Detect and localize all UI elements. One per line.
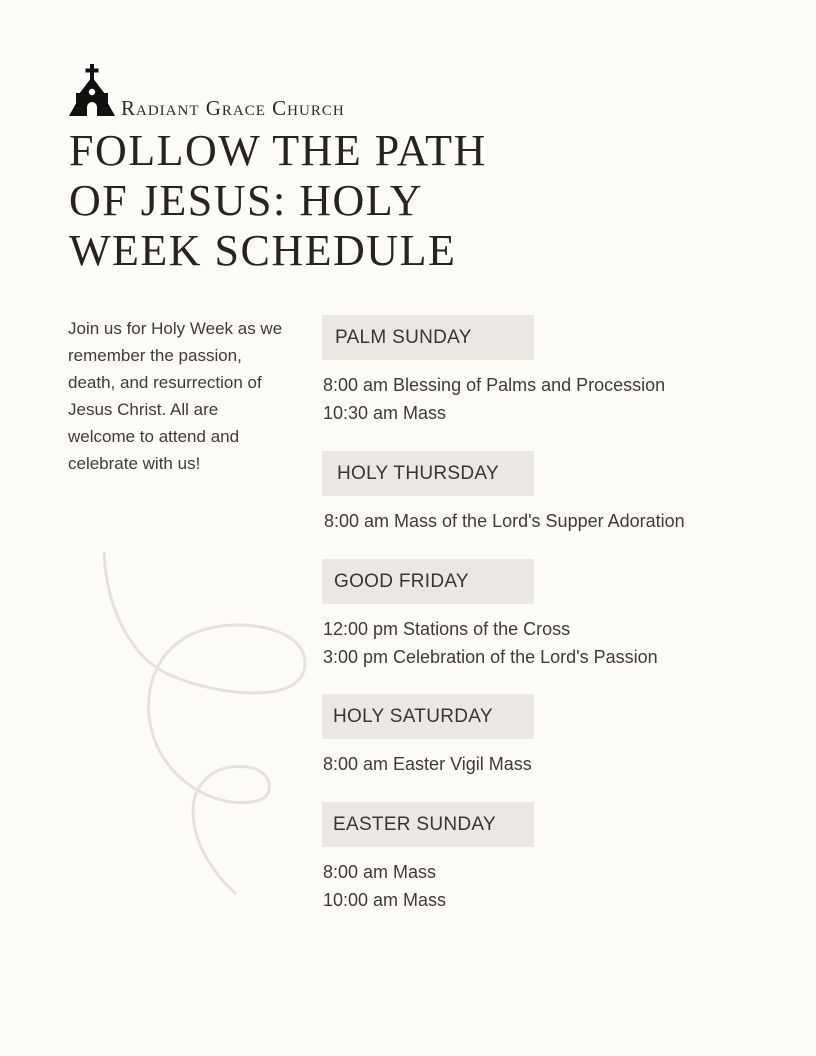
event-list-easter-sunday bbox=[323, 858, 446, 914]
event-item: 8:00 am Mass of the Lord's Supper Adoration bbox=[324, 511, 685, 531]
page-title: FOLLOW THE PATH OF JESUS: HOLY WEEK SCHEDULE bbox=[69, 126, 487, 275]
event-list-good-friday bbox=[323, 615, 658, 671]
intro-text: Join us for Holy Week as we remember the passion, death, and resurrection of Jesus Christ. All are welcome to attend and celebrate with us! bbox=[68, 319, 283, 473]
day-header-holy-thursday: HOLY THURSDAY bbox=[322, 451, 534, 496]
event-item: 8:00 am Easter Vigil Mass bbox=[323, 754, 532, 774]
event-list-holy-thursday bbox=[324, 507, 685, 535]
day-header-easter-sunday: EASTER SUNDAY bbox=[322, 802, 534, 847]
church-name: Radiant Grace Church bbox=[121, 96, 345, 120]
event-item: 3:00 pm Celebration of the Lord's Passion bbox=[323, 647, 658, 667]
church-icon bbox=[69, 64, 115, 116]
event-item: 10:00 am Mass bbox=[323, 890, 447, 910]
event-item: 10:30 am Mass bbox=[323, 403, 447, 423]
event-list-palm-sunday bbox=[323, 371, 665, 427]
event-list-holy-saturday bbox=[323, 750, 532, 778]
day-header-good-friday: GOOD FRIDAY bbox=[322, 559, 534, 604]
day-header-palm-sunday: PALM SUNDAY bbox=[322, 315, 534, 360]
event-item: 8:00 am Mass bbox=[323, 862, 437, 882]
day-header-holy-saturday: HOLY SATURDAY bbox=[322, 694, 534, 739]
event-item: 8:00 am Blessing of Palms and Procession bbox=[323, 375, 666, 395]
event-item: 12:00 pm Stations of the Cross bbox=[323, 619, 571, 639]
swirl-line-icon bbox=[95, 545, 320, 905]
